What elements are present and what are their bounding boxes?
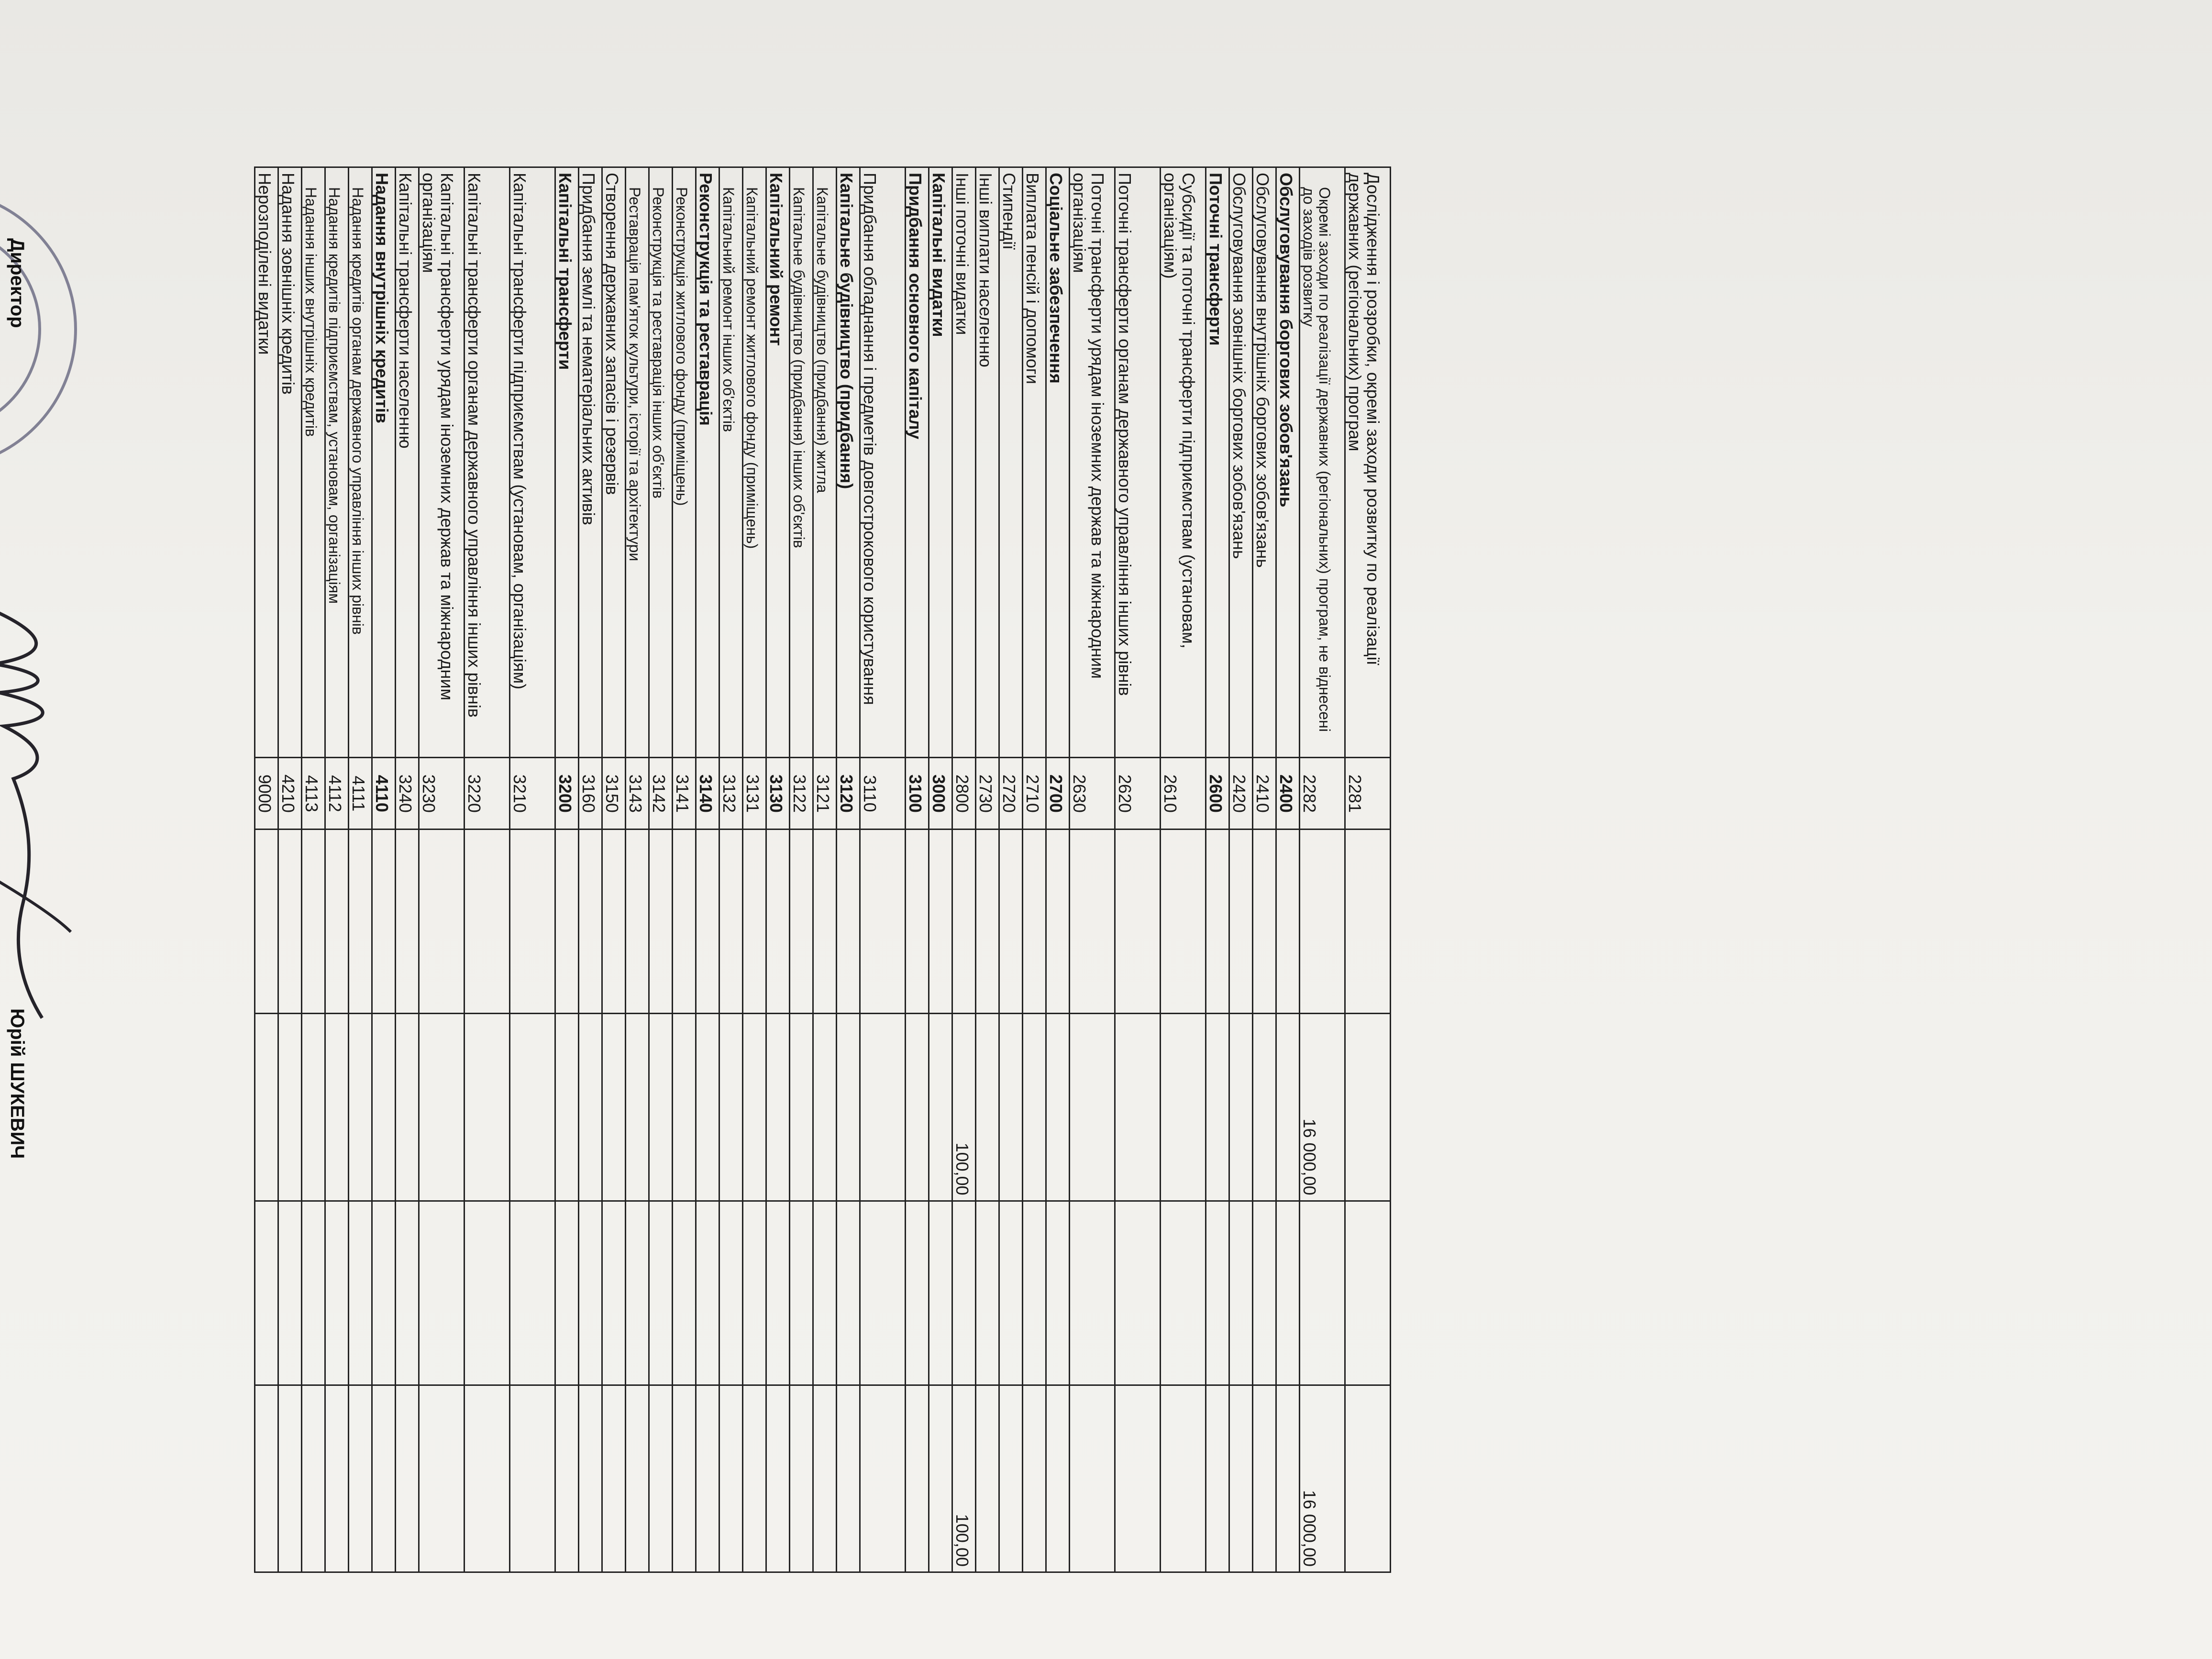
row-value-cell — [510, 830, 555, 1014]
table-row — [1276, 167, 1300, 1572]
row-code-cell: 2420 — [1229, 758, 1253, 830]
row-code-cell: 2730 — [976, 758, 999, 830]
table-row — [349, 167, 372, 1572]
row-value-cell — [465, 830, 510, 1014]
row-value-cell — [255, 1014, 278, 1201]
table-row — [510, 167, 555, 1572]
row-value-cell — [999, 1014, 1023, 1201]
row-value-cell — [837, 1014, 860, 1201]
row-code-cell: 2700 — [1046, 758, 1070, 830]
row-code-cell: 3200 — [555, 758, 579, 830]
row-value-cell — [766, 1201, 790, 1385]
row-code-cell: 3100 — [906, 758, 929, 830]
row-value-cell — [325, 1385, 349, 1572]
row-value-cell — [555, 1014, 579, 1201]
row-value-cell — [419, 1385, 465, 1572]
table-row — [696, 167, 719, 1572]
row-value-cell — [602, 1201, 626, 1385]
row-name-cell: Капітальні трансферти органам державного управління інших рівнів — [465, 167, 510, 758]
row-code-cell: 2610 — [1161, 758, 1206, 830]
row-name-cell: Капітальний ремонт інших об'єктів — [719, 167, 743, 758]
row-name-cell: Капітальні трансферти урядам іноземних держав та міжнародним організаціям — [419, 167, 465, 758]
table-row — [1023, 167, 1046, 1572]
row-value-cell — [1023, 1201, 1046, 1385]
row-value-cell — [1229, 1014, 1253, 1201]
table-row — [325, 167, 349, 1572]
row-code-cell: 3130 — [766, 758, 790, 830]
row-value-cell — [1115, 1201, 1161, 1385]
row-value-cell — [837, 1385, 860, 1572]
row-value-cell: 100,00 — [952, 1014, 976, 1201]
row-code-cell: 3210 — [510, 758, 555, 830]
row-name-cell: Інші виплати населенню — [976, 167, 999, 758]
row-name-cell: Субсидії та поточні трансферти підприємствам (установам, організаціям) — [1161, 167, 1206, 758]
director-name: Юрій ШУКЕВИЧ — [7, 1008, 28, 1159]
row-value-cell — [349, 1201, 372, 1385]
row-value-cell — [696, 1014, 719, 1201]
row-code-cell: 2710 — [1023, 758, 1046, 830]
row-name-cell: Поточні трансферти — [1206, 167, 1229, 758]
expenditure-table-body — [255, 167, 1391, 1572]
row-value-cell — [766, 1385, 790, 1572]
row-value-cell — [579, 1201, 602, 1385]
row-value-cell — [929, 1201, 952, 1385]
row-name-cell: Реконструкція та реставрація інших об'єктів — [649, 167, 673, 758]
table-row — [396, 167, 419, 1572]
row-code-cell: 4112 — [325, 758, 349, 830]
row-value-cell — [1070, 1201, 1115, 1385]
row-name-cell: Надання кредитів підприємствам, установам, організаціям — [325, 167, 349, 758]
row-name-cell: Капітальні трансферти населенню — [396, 167, 419, 758]
row-name-cell: Реконструкція та реставрація — [696, 167, 719, 758]
row-code-cell: 3131 — [743, 758, 766, 830]
row-value-cell — [255, 830, 278, 1014]
row-value-cell — [673, 1385, 696, 1572]
row-value-cell — [1276, 1201, 1300, 1385]
row-code-cell: 3240 — [396, 758, 419, 830]
row-value-cell — [649, 1385, 673, 1572]
row-name-cell: Придбання основного капіталу — [906, 167, 929, 758]
row-value-cell — [255, 1201, 278, 1385]
table-row — [465, 167, 510, 1572]
row-value-cell — [696, 1201, 719, 1385]
table-row — [302, 167, 325, 1572]
table-row — [999, 167, 1023, 1572]
row-code-cell: 9000 — [255, 758, 278, 830]
row-code-cell: 3150 — [602, 758, 626, 830]
row-value-cell — [465, 1014, 510, 1201]
row-value-cell — [906, 1014, 929, 1201]
row-value-cell — [1070, 1014, 1115, 1201]
row-name-cell: Обслуговування боргових зобов'язань — [1276, 167, 1300, 758]
row-value-cell — [790, 1385, 813, 1572]
row-name-cell: Капітальний ремонт житлового фонду (приміщень) — [743, 167, 766, 758]
table-row — [837, 167, 860, 1572]
row-value-cell — [1070, 1385, 1115, 1572]
row-value-cell — [860, 1385, 906, 1572]
table-row — [906, 167, 929, 1572]
row-value-cell — [766, 1014, 790, 1201]
row-code-cell: 2282 — [1300, 758, 1345, 830]
row-value-cell — [929, 1385, 952, 1572]
row-name-cell: Капітальні трансферти — [555, 167, 579, 758]
row-code-cell: 3230 — [419, 758, 465, 830]
table-row — [255, 167, 278, 1572]
row-value-cell — [302, 1385, 325, 1572]
row-code-cell: 4110 — [372, 758, 396, 830]
row-value-cell — [302, 830, 325, 1014]
row-value-cell — [1276, 1385, 1300, 1572]
row-value-cell — [860, 1201, 906, 1385]
row-name-cell: Придбання землі та нематеріальних активів — [579, 167, 602, 758]
row-value-cell — [510, 1201, 555, 1385]
row-code-cell: 2281 — [1345, 758, 1391, 830]
row-name-cell: Надання зовнішніх кредитів — [278, 167, 302, 758]
row-code-cell: 4113 — [302, 758, 325, 830]
table-row — [1300, 167, 1345, 1572]
row-name-cell: Капітальне будівництво (придбання) житла — [813, 167, 837, 758]
row-name-cell: Обслуговування внутрішніх боргових зобов'язань — [1253, 167, 1276, 758]
table-row — [1345, 167, 1391, 1572]
row-value-cell — [649, 1014, 673, 1201]
row-value-cell — [1023, 1385, 1046, 1572]
row-value-cell — [1161, 1201, 1206, 1385]
row-value-cell — [906, 1385, 929, 1572]
row-name-cell: Дослідження і розробки, окремі заходи розвитку по реалізації державних (регіональних) програм — [1345, 167, 1391, 758]
row-value-cell — [372, 1385, 396, 1572]
row-value-cell — [372, 1201, 396, 1385]
row-value-cell — [349, 830, 372, 1014]
row-value-cell — [372, 830, 396, 1014]
row-name-cell: Надання інших внутрішніх кредитів — [302, 167, 325, 758]
row-value-cell — [1206, 1385, 1229, 1572]
row-value-cell — [626, 830, 649, 1014]
row-value-cell — [1300, 1201, 1345, 1385]
row-value-cell — [602, 830, 626, 1014]
row-name-cell: Капітальний ремонт — [766, 167, 790, 758]
table-row — [419, 167, 465, 1572]
row-value-cell — [766, 830, 790, 1014]
row-name-cell: Окремі заходи по реалізації державних (регіональних) програм, не віднесені до заходів розвитку — [1300, 167, 1345, 758]
row-value-cell — [1345, 1385, 1391, 1572]
row-value-cell — [790, 1014, 813, 1201]
table-row — [1206, 167, 1229, 1572]
row-name-cell: Обслуговування зовнішніх боргових зобов'язань — [1229, 167, 1253, 758]
table-row — [673, 167, 696, 1572]
row-value-cell — [465, 1201, 510, 1385]
row-value-cell — [649, 1201, 673, 1385]
row-value-cell — [906, 830, 929, 1014]
row-value-cell — [302, 1201, 325, 1385]
row-value-cell — [649, 830, 673, 1014]
table-row — [579, 167, 602, 1572]
row-value-cell — [673, 1014, 696, 1201]
row-code-cell: 2620 — [1115, 758, 1161, 830]
row-value-cell — [719, 1385, 743, 1572]
row-value-cell — [696, 1385, 719, 1572]
row-code-cell: 3122 — [790, 758, 813, 830]
row-value-cell — [1161, 830, 1206, 1014]
row-value-cell — [372, 1014, 396, 1201]
row-value-cell — [626, 1201, 649, 1385]
row-value-cell — [1046, 1385, 1070, 1572]
row-name-cell: Надання кредитів органам державного управління інших рівнів — [349, 167, 372, 758]
row-value-cell — [743, 1385, 766, 1572]
row-value-cell — [743, 1014, 766, 1201]
row-value-cell — [860, 830, 906, 1014]
row-value-cell — [1229, 1385, 1253, 1572]
table-row — [929, 167, 952, 1572]
row-value-cell — [1206, 1201, 1229, 1385]
row-value-cell — [349, 1385, 372, 1572]
row-value-cell — [1300, 830, 1345, 1014]
row-value-cell — [419, 1014, 465, 1201]
row-value-cell — [673, 1201, 696, 1385]
table-row — [976, 167, 999, 1572]
row-value-cell: 16 000,00 — [1300, 1385, 1345, 1572]
row-value-cell — [419, 830, 465, 1014]
row-value-cell — [1070, 830, 1115, 1014]
row-value-cell — [1206, 1014, 1229, 1201]
row-value-cell — [696, 830, 719, 1014]
row-value-cell — [325, 830, 349, 1014]
row-value-cell — [278, 1201, 302, 1385]
row-name-cell: Соціальне забезпечення — [1046, 167, 1070, 758]
row-value-cell — [555, 1385, 579, 1572]
row-code-cell: 2720 — [999, 758, 1023, 830]
row-value-cell — [1046, 1201, 1070, 1385]
row-value-cell — [555, 1201, 579, 1385]
row-code-cell: 4111 — [349, 758, 372, 830]
row-code-cell: 3000 — [929, 758, 952, 830]
row-code-cell: 4210 — [278, 758, 302, 830]
table-row — [602, 167, 626, 1572]
row-value-cell — [1253, 1201, 1276, 1385]
row-value-cell: 16 000,00 — [1300, 1014, 1345, 1201]
row-value-cell — [976, 1201, 999, 1385]
row-code-cell: 3121 — [813, 758, 837, 830]
row-name-cell: Поточні трансферти урядам іноземних держав та міжнародним організаціям — [1070, 167, 1115, 758]
row-code-cell: 2400 — [1276, 758, 1300, 830]
table-row — [626, 167, 649, 1572]
row-value-cell — [579, 1385, 602, 1572]
row-value-cell — [1161, 1385, 1206, 1572]
row-value-cell — [1161, 1014, 1206, 1201]
row-name-cell: Капітальне будівництво (придбання) інших об'єктів — [790, 167, 813, 758]
row-value-cell — [602, 1385, 626, 1572]
row-value-cell — [555, 830, 579, 1014]
row-name-cell: Реконструкція житлового фонду (приміщень) — [673, 167, 696, 758]
row-name-cell: Інші поточні видатки — [952, 167, 976, 758]
row-value-cell — [1115, 1014, 1161, 1201]
budget-form — [7, 166, 1391, 1592]
row-value-cell — [396, 1201, 419, 1385]
row-value-cell — [673, 830, 696, 1014]
row-value-cell — [790, 1201, 813, 1385]
row-value-cell — [325, 1201, 349, 1385]
table-row — [766, 167, 790, 1572]
row-name-cell: Капітальне будівництво (придбання) — [837, 167, 860, 758]
row-value-cell — [999, 1385, 1023, 1572]
row-value-cell — [719, 830, 743, 1014]
table-row — [555, 167, 579, 1572]
row-value-cell — [1345, 1201, 1391, 1385]
row-code-cell: 3132 — [719, 758, 743, 830]
row-code-cell: 2600 — [1206, 758, 1229, 830]
row-value-cell — [860, 1014, 906, 1201]
row-value-cell — [1229, 1201, 1253, 1385]
row-value-cell — [626, 1385, 649, 1572]
row-value-cell — [396, 830, 419, 1014]
row-name-cell: Придбання обладнання і предметів довгострокового користування — [860, 167, 906, 758]
row-value-cell — [813, 830, 837, 1014]
row-value-cell — [976, 830, 999, 1014]
row-value-cell — [743, 1201, 766, 1385]
row-code-cell: 3143 — [626, 758, 649, 830]
row-value-cell — [1023, 830, 1046, 1014]
row-value-cell — [1276, 830, 1300, 1014]
row-value-cell — [952, 830, 976, 1014]
row-value-cell — [906, 1201, 929, 1385]
row-value-cell: 100,00 — [952, 1385, 976, 1572]
row-code-cell: 3140 — [696, 758, 719, 830]
rotated-document — [7, 166, 1391, 1602]
row-value-cell — [510, 1385, 555, 1572]
row-name-cell: Реставрація пам'яток культури, історії та архітектури — [626, 167, 649, 758]
table-row — [952, 167, 976, 1572]
row-value-cell — [1276, 1014, 1300, 1201]
row-name-cell: Надання внутрішніх кредитів — [372, 167, 396, 758]
row-code-cell: 3142 — [649, 758, 673, 830]
row-code-cell: 3110 — [860, 758, 906, 830]
row-code-cell: 2410 — [1253, 758, 1276, 830]
row-code-cell: 2630 — [1070, 758, 1115, 830]
row-value-cell — [1253, 830, 1276, 1014]
row-value-cell — [952, 1201, 976, 1385]
row-value-cell — [396, 1385, 419, 1572]
row-value-cell — [510, 1014, 555, 1201]
table-row — [860, 167, 906, 1572]
row-value-cell — [1115, 1385, 1161, 1572]
row-value-cell — [1345, 1014, 1391, 1201]
row-value-cell — [419, 1201, 465, 1385]
table-row — [743, 167, 766, 1572]
director-label: Директор — [7, 238, 28, 328]
row-value-cell — [602, 1014, 626, 1201]
row-value-cell — [1206, 830, 1229, 1014]
row-value-cell — [976, 1385, 999, 1572]
row-value-cell — [579, 1014, 602, 1201]
row-value-cell — [813, 1014, 837, 1201]
row-value-cell — [719, 1201, 743, 1385]
row-name-cell: Капітальні трансферти підприємствам (установам, організаціям) — [510, 167, 555, 758]
table-row — [649, 167, 673, 1572]
row-value-cell — [719, 1014, 743, 1201]
table-row — [1115, 167, 1161, 1572]
row-code-cell: 2800 — [952, 758, 976, 830]
stamp-circle — [0, 190, 76, 468]
row-value-cell — [929, 830, 952, 1014]
row-value-cell — [1253, 1385, 1276, 1572]
row-value-cell — [1253, 1014, 1276, 1201]
row-code-cell: 3220 — [465, 758, 510, 830]
table-row — [1161, 167, 1206, 1572]
expenditure-table — [254, 166, 1391, 1573]
table-row — [1229, 167, 1253, 1572]
row-name-cell: Виплата пенсій і допомоги — [1023, 167, 1046, 758]
table-row — [1070, 167, 1115, 1572]
table-row — [1253, 167, 1276, 1572]
row-value-cell — [837, 830, 860, 1014]
row-value-cell — [837, 1201, 860, 1385]
table-row — [719, 167, 743, 1572]
row-value-cell — [929, 1014, 952, 1201]
row-value-cell — [626, 1014, 649, 1201]
row-value-cell — [999, 1201, 1023, 1385]
row-name-cell: Поточні трансферти органам державного управління інших рівнів — [1115, 167, 1161, 758]
row-value-cell — [325, 1014, 349, 1201]
row-code-cell: 3120 — [837, 758, 860, 830]
row-name-cell: Створення державних запасів і резервів — [602, 167, 626, 758]
row-value-cell — [1046, 1014, 1070, 1201]
row-value-cell — [302, 1014, 325, 1201]
row-value-cell — [1046, 830, 1070, 1014]
table-row — [790, 167, 813, 1572]
row-value-cell — [396, 1014, 419, 1201]
row-value-cell — [1229, 830, 1253, 1014]
row-name-cell: Капітальні видатки — [929, 167, 952, 758]
row-value-cell — [278, 1014, 302, 1201]
row-code-cell: 3160 — [579, 758, 602, 830]
row-value-cell — [349, 1014, 372, 1201]
row-value-cell — [790, 830, 813, 1014]
table-row — [372, 167, 396, 1572]
row-value-cell — [813, 1201, 837, 1385]
table-row — [1046, 167, 1070, 1572]
director-signature — [0, 597, 80, 1028]
row-code-cell: 3141 — [673, 758, 696, 830]
row-value-cell — [1345, 830, 1391, 1014]
row-value-cell — [813, 1385, 837, 1572]
row-value-cell — [579, 830, 602, 1014]
table-row — [813, 167, 837, 1572]
row-value-cell — [743, 830, 766, 1014]
row-value-cell — [255, 1385, 278, 1572]
row-name-cell: Нерозподілені видатки — [255, 167, 278, 758]
row-value-cell — [1115, 830, 1161, 1014]
row-value-cell — [278, 1385, 302, 1572]
row-name-cell: Стипендії — [999, 167, 1023, 758]
row-value-cell — [976, 1014, 999, 1201]
row-value-cell — [278, 830, 302, 1014]
row-value-cell — [465, 1385, 510, 1572]
table-row — [278, 167, 302, 1572]
row-value-cell — [1023, 1014, 1046, 1201]
row-value-cell — [999, 830, 1023, 1014]
